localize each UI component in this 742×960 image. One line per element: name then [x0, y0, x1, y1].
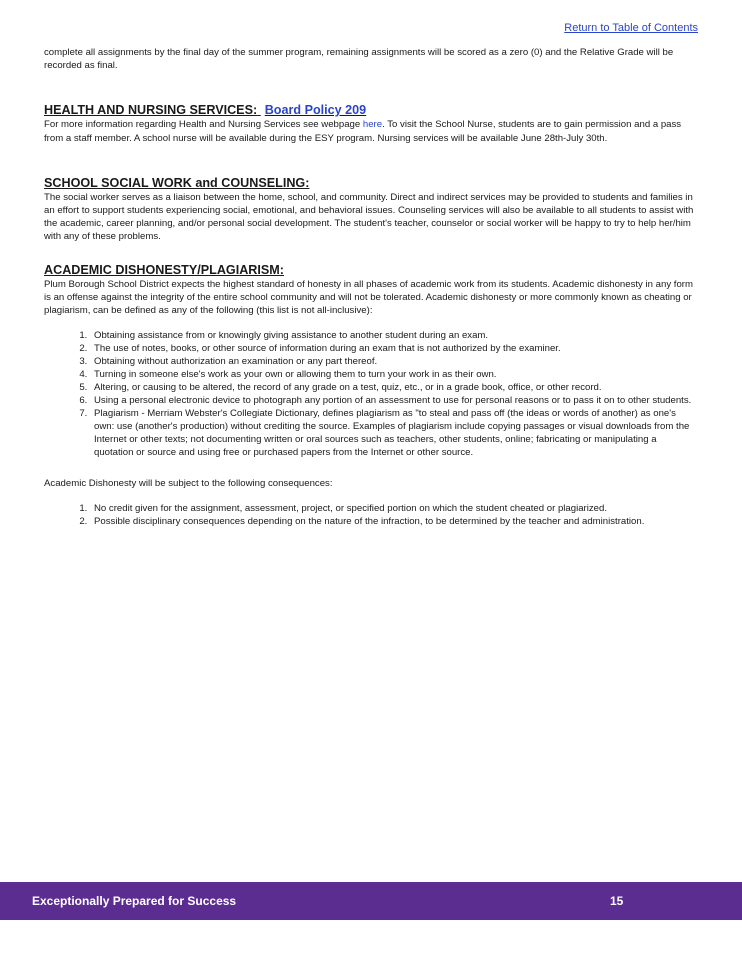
health-paragraph — [44, 118, 698, 144]
list-item: 7. Plagiarism - Merriam Webster's Collegiate Dictionary, defines plagiarism as "to steal and pass off (the ideas or words of another) as one's own: use (another's production) without crediting the source. Examples of plagiarism include copying passages or visual downloads from the Internet or other texts; not documenting written or oral sources such as teachers, other students, online; fabricating or manipulating a quotation or source and using free or purchased papers from the Internet or other source. — [90, 407, 698, 459]
board-policy-link[interactable]: Board Policy 209 — [264, 103, 367, 118]
health-text-before: For more information regarding Health and Nursing Services see webpage — [44, 119, 363, 131]
page-number: 15 — [610, 894, 624, 908]
health-heading-text: HEALTH AND NURSING SERVICES: — [44, 103, 258, 118]
list-item: 1. Obtaining assistance from or knowingly giving assistance to another student during an exam. — [90, 329, 698, 342]
social-heading: SCHOOL SOCIAL WORK and COUNSELING: — [44, 175, 310, 190]
intro-paragraph: complete all assignments by the final day of the summer program, remaining assignments will be scored as a zero (0) and the Relative Grade will be recorded as final. — [44, 47, 674, 72]
footer-tagline: Exceptionally Prepared for Success — [32, 894, 237, 908]
list-item: 6. Using a personal electronic device to photograph any portion of an assessment to use for personal reasons or to pass it on to other students. — [90, 394, 698, 407]
consequences-list — [44, 502, 698, 528]
list-item: 2. Possible disciplinary consequences depending on the nature of the infraction, to be determined by the teacher and administration. — [90, 515, 698, 528]
health-text-after: . To visit the School Nurse, students are to gain permission and a pass from a staff member. A school nurse will be available during the ESY program. Nursing services will be available June 28th-July 30th. — [44, 119, 682, 144]
page-content — [44, 46, 698, 528]
consequences-intro: Academic Dishonesty will be subject to the following consequences: — [44, 478, 333, 490]
social-paragraph: The social worker serves as a liaison between the home, school, and community. Direct and indirect services may be provided to students and families in an effort to support students experiencing social, emotional, and behavioral issues. Counseling services will also be available to all students to assist with the academic, career planning, and/or personal social development. The student's teacher, counselor or social worker will be happy to try to help her/him with any of these problems. — [44, 191, 694, 243]
health-heading — [44, 102, 698, 118]
return-to-contents-link[interactable]: Return to Table of Contents — [564, 22, 698, 34]
list-item: 1. No credit given for the assignment, assessment, project, or specified portion on which the student cheated or plagiarized. — [90, 502, 698, 515]
page-footer — [0, 882, 742, 920]
dishonesty-list — [44, 329, 698, 459]
list-item: 4. Turning in someone else's work as your own or allowing them to turn your work in as their own. — [90, 368, 698, 381]
academic-heading: ACADEMIC DISHONESTY/PLAGIARISM: — [44, 262, 284, 277]
list-item: 2. The use of notes, books, or other source of information during an exam that is not authorized by the examiner. — [90, 342, 698, 355]
health-webpage-link[interactable]: here — [362, 119, 383, 131]
list-item: 3. Obtaining without authorization an examination or any part thereof. — [90, 355, 698, 368]
list-item: 5. Altering, or causing to be altered, the record of any grade on a test, quiz, etc., or in a grade book, office, or other record. — [90, 381, 698, 394]
academic-paragraph: Plum Borough School District expects the highest standard of honesty in all phases of academic work from its students. Academic dishonesty in any form is an offense against the integrity of the entire school community and will not be tolerated. Academic dishonesty or more commonly known as cheating or plagiarism, can be defined as any of the following (this list is not all-inclusive): — [44, 278, 693, 317]
